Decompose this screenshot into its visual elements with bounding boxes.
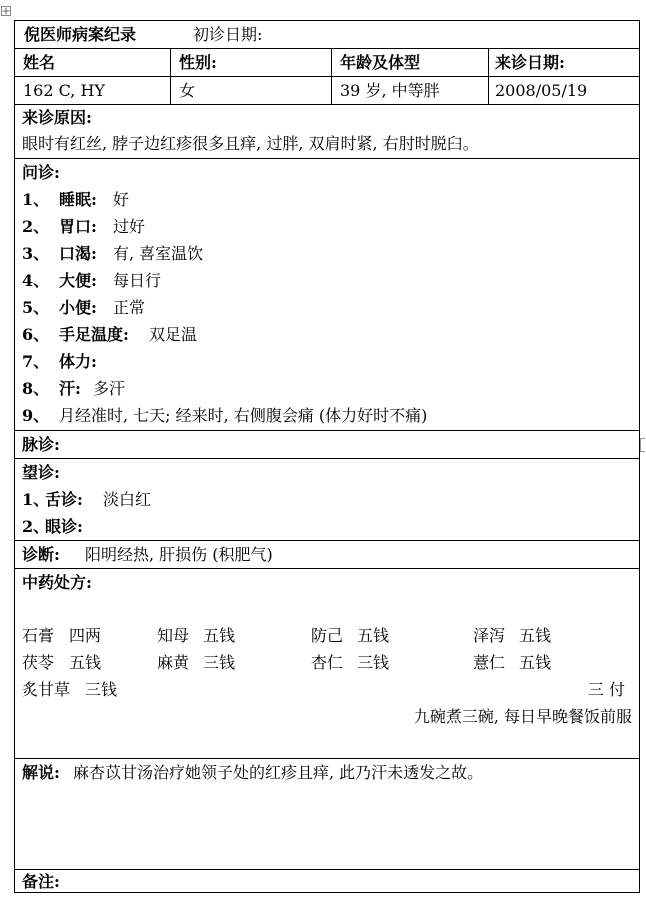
pulse-label: 脉诊: xyxy=(22,435,60,454)
inquiry-num: 2、 xyxy=(22,217,50,236)
diagnosis-section xyxy=(15,541,639,569)
page-edge-marker xyxy=(640,438,645,452)
inquiry-num: 4、 xyxy=(22,271,50,290)
diagnosis-label: 诊断: xyxy=(22,545,60,564)
value-cell-date xyxy=(489,77,639,104)
inquiry-key-thirst: 口渴: xyxy=(59,244,97,263)
diagnosis-text[interactable]: 阳明经热, 肝损伤 (积肥气) xyxy=(85,545,273,564)
inquiry-value-stool[interactable]: 每日行 xyxy=(113,271,162,290)
inquiry-key-stool: 大便: xyxy=(59,271,97,290)
notes-label: 备注: xyxy=(22,872,60,891)
header-visit-date: 来诊日期: xyxy=(495,53,565,72)
inquiry-key-appetite: 胃口: xyxy=(59,217,97,236)
reason-section xyxy=(15,105,639,159)
patient-value-row xyxy=(15,77,639,105)
inquiry-value-sweat[interactable]: 多汗 xyxy=(93,379,126,398)
herb-name[interactable]: 石膏 xyxy=(22,626,55,645)
header-cell-date xyxy=(489,49,639,76)
herb-name[interactable]: 杏仁 xyxy=(311,653,344,672)
first-visit-date-label: 初诊日期: xyxy=(193,25,263,44)
herb-dose[interactable]: 四两 xyxy=(69,626,102,645)
explanation-section xyxy=(15,759,639,870)
herb-name[interactable]: 麻黄 xyxy=(157,653,190,672)
patient-age-value[interactable]: 39 岁, 中等胖 xyxy=(340,81,440,100)
header-cell-age xyxy=(332,49,489,76)
herb-name[interactable]: 茯苓 xyxy=(22,653,55,672)
herb-dose[interactable]: 三钱 xyxy=(85,680,118,699)
inquiry-label: 问诊: xyxy=(22,163,60,182)
observation-section xyxy=(15,459,639,541)
herb-dose[interactable]: 五钱 xyxy=(357,626,390,645)
inquiry-key-energy: 体力: xyxy=(59,352,97,371)
prescription-label: 中药处方: xyxy=(22,573,92,592)
herb-name[interactable]: 泽泻 xyxy=(473,626,506,645)
value-cell-sex xyxy=(171,77,332,104)
patient-name-value[interactable]: 162 C, HY xyxy=(23,81,105,100)
patient-header-row xyxy=(15,49,639,77)
inquiry-value-sleep[interactable]: 好 xyxy=(113,190,130,209)
inquiry-key-limb-temp: 手足温度: xyxy=(59,325,129,344)
value-cell-age xyxy=(332,77,489,104)
patient-visit-date-value[interactable]: 2008/05/19 xyxy=(495,81,588,100)
inquiry-num: 1、 xyxy=(22,190,50,209)
reason-label: 来诊原因: xyxy=(22,108,92,127)
herb-dose[interactable]: 三钱 xyxy=(203,653,236,672)
explanation-text[interactable]: 麻杏苡甘汤治疗她领子处的红疹且痒, 此乃汗未透发之故。 xyxy=(73,763,484,782)
notes-section xyxy=(15,870,639,893)
prescription-section xyxy=(15,569,639,759)
observation-num: 2、 xyxy=(22,517,50,536)
page-title: 倪医师病案纪录 xyxy=(24,25,137,44)
observation-key-tongue: 舌诊: xyxy=(45,490,83,509)
explanation-label: 解说: xyxy=(22,763,60,782)
value-cell-name xyxy=(15,77,171,104)
inquiry-key-urine: 小便: xyxy=(59,298,97,317)
patient-sex-value[interactable]: 女 xyxy=(179,81,196,100)
herb-dose[interactable]: 三钱 xyxy=(357,653,390,672)
header-sex: 性别: xyxy=(179,53,217,72)
inquiry-num: 6、 xyxy=(22,325,50,344)
title-row xyxy=(15,21,639,49)
header-age-build: 年龄及体型 xyxy=(340,53,421,72)
header-cell-name xyxy=(15,49,171,76)
inquiry-num: 8、 xyxy=(22,379,50,398)
inquiry-value-urine[interactable]: 正常 xyxy=(113,298,146,317)
inquiry-num: 3、 xyxy=(22,244,50,263)
pulse-section xyxy=(15,431,639,459)
observation-label: 望诊: xyxy=(22,463,60,482)
herb-name[interactable]: 炙甘草 xyxy=(22,680,71,699)
dose-count[interactable]: 三 付 xyxy=(587,680,625,699)
inquiry-value-appetite[interactable]: 过好 xyxy=(113,217,146,236)
herb-name[interactable]: 薏仁 xyxy=(473,653,506,672)
herb-name[interactable]: 防己 xyxy=(311,626,344,645)
inquiry-num: 5、 xyxy=(22,298,50,317)
inquiry-value-menses[interactable]: 月经准时, 七天; 经来时, 右侧腹会痛 (体力好时不痛) xyxy=(59,406,428,425)
inquiry-key-sleep: 睡眠: xyxy=(59,190,97,209)
inquiry-value-thirst[interactable]: 有, 喜室温饮 xyxy=(113,244,204,263)
medical-record-table xyxy=(14,20,640,893)
header-name: 姓名 xyxy=(23,53,56,72)
observation-value-tongue[interactable]: 淡白红 xyxy=(103,490,152,509)
inquiry-key-sweat: 汗: xyxy=(59,379,81,398)
observation-key-eye: 眼诊: xyxy=(45,517,83,536)
herb-dose[interactable]: 五钱 xyxy=(69,653,102,672)
inquiry-section xyxy=(15,159,639,431)
inquiry-num: 9、 xyxy=(22,406,50,425)
header-cell-sex xyxy=(171,49,332,76)
observation-num: 1、 xyxy=(22,490,50,509)
herb-dose[interactable]: 五钱 xyxy=(203,626,236,645)
herb-name[interactable]: 知母 xyxy=(157,626,190,645)
move-handle-icon[interactable] xyxy=(1,1,11,11)
reason-text[interactable]: 眼时有红丝, 脖子边红疹很多且痒, 过胖, 双肩时紧, 右肘时脱臼。 xyxy=(22,134,479,153)
herb-dose[interactable]: 五钱 xyxy=(519,626,552,645)
prescription-instructions[interactable]: 九碗煮三碗, 每日早晚餐饭前服 xyxy=(413,707,632,726)
inquiry-num: 7、 xyxy=(22,352,50,371)
herb-dose[interactable]: 五钱 xyxy=(519,653,552,672)
inquiry-value-limb-temp[interactable]: 双足温 xyxy=(149,325,198,344)
